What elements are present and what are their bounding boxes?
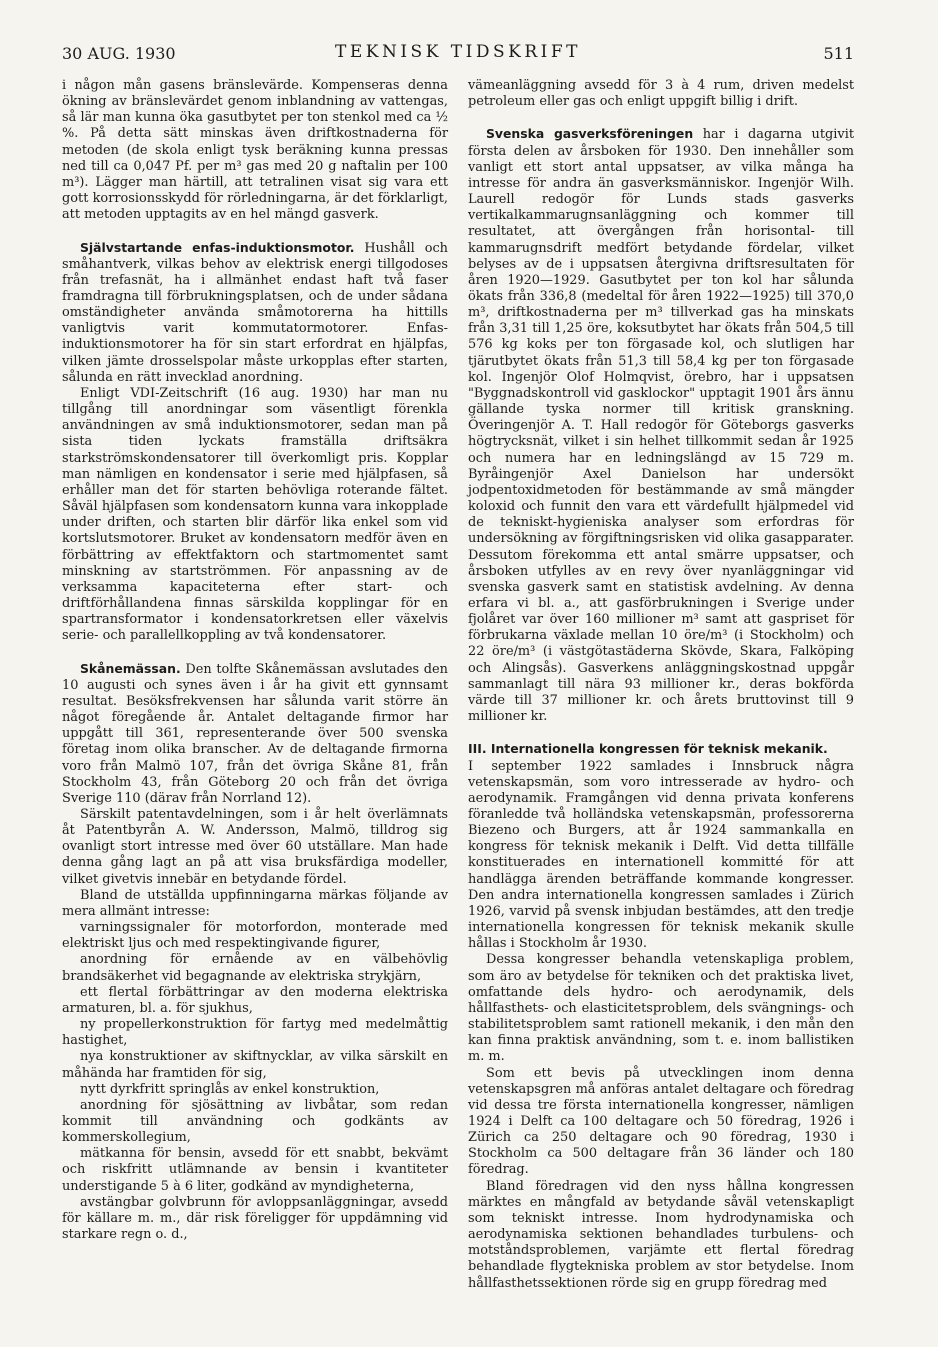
skane-article-heading: Skånemässan. <box>80 660 181 676</box>
congress-heading-line <box>468 741 854 758</box>
page-header <box>62 42 854 66</box>
congress-paragraph-2: Dessa kongresser behandla vetenskapliga problem, som äro av betydelse för tekniken och det praktiska livet, omfattande dels hydro- och aerodynamik, dels hållfasthets- och elasticitetsproblem, dels svängnings- och stabilitetsproblem samt rationell mekanik, i den mån den kan finna praktisk användning, som t. e. inom ballistiken m. m. <box>468 952 854 1065</box>
gas-association-paragraph <box>468 126 854 725</box>
invention-item: nya konstruktioner av skiftnycklar, av vilka särskilt en måhända har framtiden för sig, <box>62 1049 448 1081</box>
skane-article-paragraph-3: Bland de utställda uppfinningarna märkas följande av mera allmänt intresse: <box>62 887 448 919</box>
right-column <box>468 78 854 1292</box>
skane-article-text: Den tolfte Skånemässan avslutades den 10 augusti och synes även i år ha givit ett gynnsamt resultat. Besöksfrekvensen har sålunda varit större än något föregående år. Antalet deltagande firmor har uppgått till 361, representerande över 500 svenska företag inom olika branscher. Av de deltagande firmorna voro från Malmö 107, från det övriga Skåne 81, från Stockholm 43, från Göteborg 20 och från det övriga Sverige 110 (därav från Norrland 12). <box>62 661 448 806</box>
skane-article-paragraph <box>62 661 448 807</box>
invention-item: ett flertal förbättringar av den moderna elektriska armaturen, bl. a. för sjukhus, <box>62 984 448 1016</box>
invention-item: nytt dyrkfritt springlås av enkel konstruktion, <box>80 1081 380 1097</box>
invention-item: ny propellerkonstruktion för fartyg med medelmåttig hastighet, <box>62 1017 448 1049</box>
gas-association-text: har i dagarna utgivit första delen av årsboken för 1930. Den innehåller som vanligt ett stort antal uppsatser, av vilka många ha intresse för andra än gasverksmänniskor. Ingenjör Wilh. Laurell redogör för Lunds stads gasverks vertikalkammarugnsanläggning och kommer till resultatet, att övergången från horisontal- till kammarugnsdrift medfört betydande fördelar, vilket belyses av de i uppsatsen återgivna driftsresultaten för åren 1920—1929. Gasutbytet per ton kol har sålunda ökats från 336,8 (medeltal för åren 1922—1925) till 370,0 m³, driftkostnaderna per m³ tillverkad gas ha minskats från 3,31 till 1,25 öre, koksutbytet har ökats från 504,5 till 576 kg koks per ton förgasade kol, och slutligen har tjärutbytet ökats från 51,3 till 58,4 kg per ton förgasade kol. Ingenjör Olof Holmqvist, örebro, har i uppsatsen "Byggnadskontroll vid gasklockor" upptagit 1901 års ännu gällande tyska normer till kritisk granskning. Överingenjör A. T. Hall redogör för Göteborgs gasverks högtrycksnät, vilket i sin helhet tillkommit sedan år 1925 och numera har en ledningslängd av 15 729 m. Byråingenjör Axel Danielson har undersökt jodpentoxidmetoden för bestämmande av små mängder koloxid och funnit den vara ett värdefullt hjälpmedel vid de tekniskt-hygieniska analyser som erfordras för undersökning av förgiftningsrisken vid olika gasapparater. Dessutom förekomma ett antal smärre uppsatser, och årsboken utfylles av en revy över nyanläggningar vid svenska gasverk samt en statistisk avdelning. Av denna erfara vi bl. a., att gasförbrukningen i Sverige under fjolåret var över 160 millioner m³ samt att gaspriset för förbrukarna växlade mellan 10 öre/m³ (i Stockholm) och 22 öre/m³ (i västgötastäderna Skövde, Skara, Falköping och Alingsås). Gasverkens anläggningskostnad uppgår sammanlagt till nära 93 millioner kr., deras bokförda värde till 37 millioner kr. och årets bruttovinst till 9 millioner kr. <box>468 127 854 725</box>
invention-item: anordning för sjösättning av livbåtar, som redan kommit till användning och godkänts av kommerskollegium, <box>62 1097 448 1146</box>
congress-paragraph-1: I september 1922 samlades i Innsbruck några vetenskapsmän, som voro intresserade av hydro- och aerodynamik. Framgången vid denna privata konferens föranledde två holländska vetenskapsmän, professorerna Biezeno och Burgers, att år 1924 sammankalla en kongress för teknisk mekanik i Delft. Vid detta tillfälle konstituerades en internationell kommitté för att handlägga ärenden beträffande kommande kongresser. Den andra internationella kongressen samlades i Zürich 1926, varvid på svensk inbjudan bestämdes, att den tredje internationella kongressen för teknisk mekanik skulle hållas i Stockholm år 1930. <box>468 758 854 952</box>
invention-item: anordning för ernående av en välbehövlig brandsäkerhet vid begagnande av elektriska strykjärn, <box>62 952 448 984</box>
motor-article-paragraph <box>62 240 448 386</box>
journal-title: TEKNISK TIDSKRIFT <box>335 42 581 62</box>
gas-article-continuation: i någon mån gasens bränslevärde. Kompenseras denna ökning av bränslevärdet genom inblandning av vattengas, så lär man kunna öka gasutbytet per ton stenkol med ca ½ %. På detta sätt minskas även driftkostnaderna för metoden (de skola enligt tysk beräkning kunna pressas ned till ca 0,047 Pf. per m³ gas med 20 g naftalin per 100 m³). Lägger man härtill, att tetralinen visat sig vara ett gott korrosionsskydd för rörledningarna, är det förklarligt, att metoden upptagits av en hel mängd gasverk. <box>62 78 448 223</box>
page-number: 511 <box>823 44 854 63</box>
motor-article-text: Hushåll och småhantverk, vilkas behov av elektrisk energi tillgodoses från trefasnät, ha i allmänhet endast haft två faser framdragna till förbrukningsplatsen, och de under sådana omständigheter använda småmotorerna ha hittills vanligtvis varit kommutatormotorer. Enfas-induktionsmotorer ha för sin start erfordrat en hjälpfas, vilken jämte drosselspolar måste urkopplas efter starten, sålunda en rätt invecklad anordning. <box>62 240 448 385</box>
congress-paragraph-4: Bland föredragen vid den nyss hållna kongressen märktes en mångfald av betydande såväl vetenskapligt som tekniskt intresse. Inom hydrodynamiska och aerodynamiska sektionen behandlades turbulens- och motståndsproblemen, varjämte ett flertal föredrag behandlade flygtekniska problem av stor betydelse. Inom hållfasthetssektionen rörde sig en grupp föredrag med <box>468 1178 854 1291</box>
congress-paragraph-3: Som ett bevis på utvecklingen inom denna vetenskapsgren må anföras antalet deltagare och föredrag vid dessa tre första internationella kongresser, nämligen 1924 i Delft ca 100 deltagare och 50 föredrag, 1926 i Zürich ca 250 deltagare och 90 föredrag, 1930 i Stockholm ca 500 deltagare från 36 länder och 180 föredrag. <box>468 1065 854 1178</box>
issue-date: 30 AUG. 1930 <box>62 44 176 63</box>
gas-association-heading: Svenska gasverksföreningen <box>486 126 694 142</box>
congress-heading: III. Internationella kongressen för teknisk mekanik. <box>468 741 828 757</box>
invention-item: varningssignaler för motorfordon, monterade med elektriskt ljus och med respektingivande figurer, <box>62 920 448 952</box>
invention-item: mätkanna för bensin, avsedd för ett snabbt, bekvämt och riskfritt utlämnande av bensin i kvantiteter understigande 5 à 6 liter, godkänd av myndigheterna, <box>62 1146 448 1194</box>
skane-article-paragraph-2: Särskilt patentavdelningen, som i år helt överlämnats åt Patentbyrån A. W. Andersson, Malmö, tilldrog sig ovanligt stort intresse med över 60 utställare. Man hade denna gång lagt an på att visa bruksfärdiga modeller, vilket givetvis innebär en betydande fördel. <box>62 807 448 887</box>
motor-article-heading: Självstartande enfas-induktionsmotor. <box>80 239 355 255</box>
invention-item: avstängbar golvbrunn för avloppsanläggningar, avsedd för källare m. m., där risk föreligger för uppdämning vid starkare regn o. d., <box>62 1194 448 1243</box>
inventions-continuation: vämeanläggning avsedd för 3 à 4 rum, driven medelst petroleum eller gas och enligt uppgift billig i drift. <box>468 78 854 110</box>
left-column <box>62 78 448 1243</box>
motor-article-paragraph-2: Enligt VDI-Zeitschrift (16 aug. 1930) har man nu tillgång till anordningar som väsentligt förenkla användningen av små induktionsmotorer, sedan man på sista tiden lyckats framställa driftsäkra starkströmskondensatorer till överkomligt pris. Kopplar man nämligen en kondensator i serie med hjälpfasen, så erhåller man det för starten behövliga roterande fältet. Såväl hjälpfasen som kondensatorn kunna vara inkopplade under driften, och starten blir därför lika enkel som vid kortslutsmotorer. Bruket av kondensatorn medför även en förbättring av effektfaktorn och startmomentet samt minskning av startströmmen. För anpassning av de verksamma kapaciteterna efter start- och driftförhållandena finnas särskilda kopplingar för en spartransformator i kondensatorkretsen eller växelvis serie- och parallellkoppling av två kondensatorer. <box>62 385 448 644</box>
